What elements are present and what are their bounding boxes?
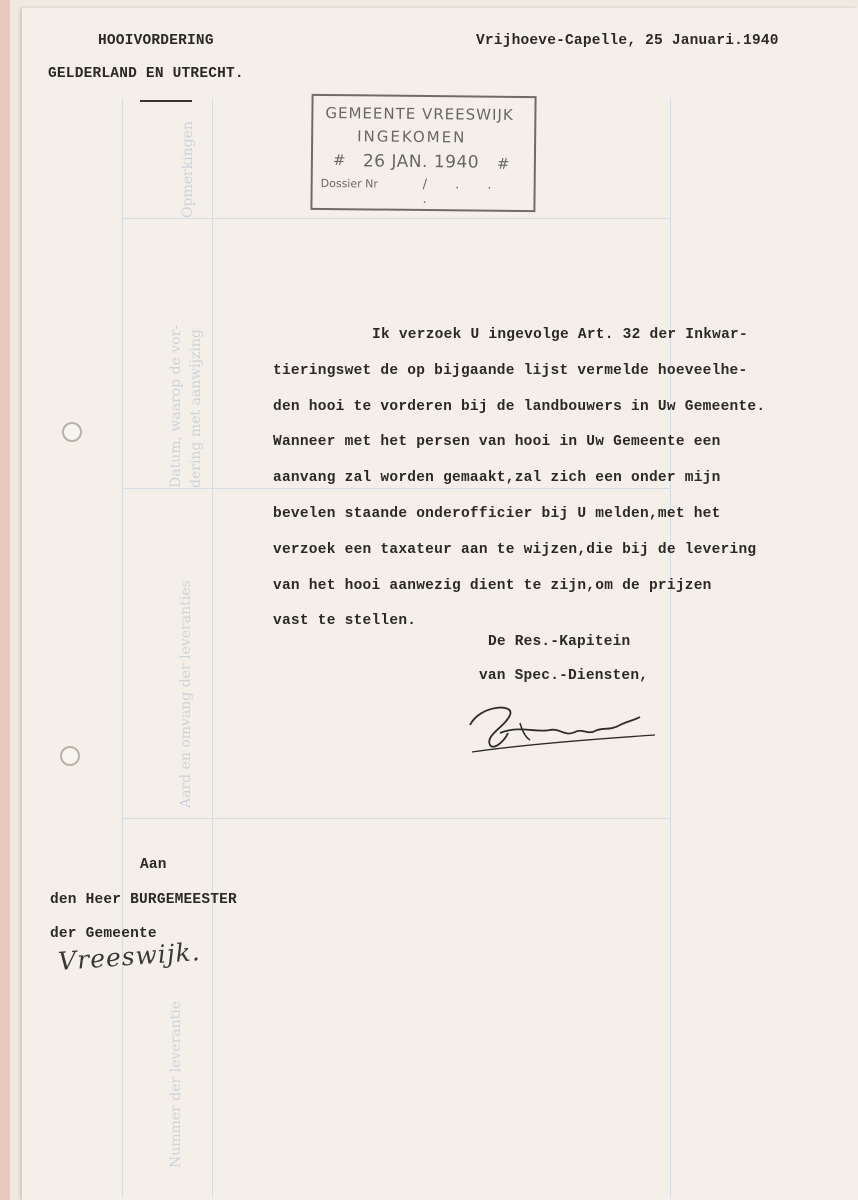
received-stamp bbox=[310, 94, 536, 212]
recipient-municipality: der Gemeente bbox=[50, 926, 157, 942]
show-through-rule bbox=[212, 98, 213, 1198]
signatory-department: van Spec.-Diensten, bbox=[479, 668, 649, 684]
show-through-rule bbox=[122, 818, 670, 819]
recipient-to: Aan bbox=[140, 857, 167, 873]
handwritten-place: Vreeswijk. bbox=[57, 937, 202, 976]
show-through-text: Aard en omvang der leveranties bbox=[178, 580, 194, 808]
body-line: van het hooi aanwezig dient te zijn,om de prijzen bbox=[273, 577, 712, 594]
body-line: vast te stellen. bbox=[273, 613, 417, 630]
show-through-text: dering met aanwijzing bbox=[188, 329, 204, 488]
body-line: Wanneer met het persen van hooi in Uw Gemeente een bbox=[273, 434, 721, 451]
stamp-hash-icon: # bbox=[332, 151, 346, 170]
stamp-received: INGEKOMEN bbox=[357, 127, 467, 147]
show-through-text: Opmerkingen bbox=[180, 121, 196, 218]
stamp-municipality: GEMEENTE VREESWIJK bbox=[325, 103, 514, 124]
letterhead-rule bbox=[140, 100, 192, 102]
organization-name: HOOIVORDERING bbox=[98, 33, 214, 49]
place-date: Vrijhoeve-Capelle, 25 Januari.1940 bbox=[476, 33, 779, 49]
body-line: Ik verzoek U ingevolge Art. 32 der Inkwar- bbox=[372, 327, 748, 343]
body-line: den hooi te vorderen bij de landbouwers in Uw Gemeente. bbox=[273, 398, 766, 415]
show-through-rule bbox=[122, 218, 670, 219]
show-through-text: Nummer der leverantie bbox=[168, 1000, 184, 1168]
show-through-rule bbox=[122, 98, 123, 1198]
show-through-rule bbox=[670, 98, 671, 1198]
organization-region: GELDERLAND EN UTRECHT. bbox=[48, 66, 244, 82]
stamp-hash-icon: # bbox=[496, 154, 510, 173]
stamp-dossier-label: Dossier Nr bbox=[320, 176, 379, 191]
recipient-name: den Heer BURGEMEESTER bbox=[50, 892, 237, 908]
punch-hole bbox=[60, 746, 80, 766]
show-through-text: Datum, waarop de vor- bbox=[168, 324, 184, 488]
body-line: aanvang zal worden gemaakt,zal zich een onder mijn bbox=[273, 470, 721, 487]
stamp-date: 26 JAN. 1940 bbox=[362, 151, 480, 173]
body-line: bevelen staande onderofficier bij U melden,met het bbox=[273, 505, 721, 522]
letter-body bbox=[273, 318, 833, 640]
signatory-title: De Res.-Kapitein bbox=[488, 634, 631, 650]
punch-hole bbox=[62, 422, 82, 442]
signature bbox=[460, 695, 660, 760]
body-line: tieringswet de op bijgaande lijst vermelde hoeveelhe- bbox=[273, 362, 748, 379]
stamp-dossier-value: / . . . bbox=[422, 176, 504, 208]
body-line: verzoek een taxateur aan te wijzen,die bij de levering bbox=[273, 541, 757, 558]
